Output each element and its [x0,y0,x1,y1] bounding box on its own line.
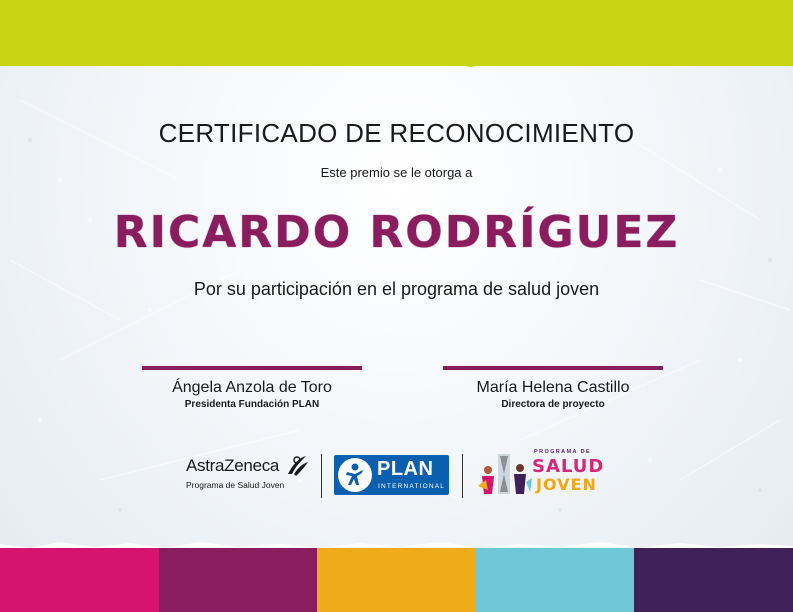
signature-block-right [443,366,663,410]
signer-name: María Helena Castillo [476,379,630,396]
logo-divider [462,454,463,498]
salud-joven-joven: JOVEN [536,475,597,494]
salud-joven-program: PROGRAMA DE [534,449,592,455]
color-segment-cyan [476,548,635,612]
signature-block-left [142,366,362,410]
recipient-name: RICARDO RODRÍGUEZ [113,207,680,258]
logo-divider [321,454,322,498]
astrazeneca-program: Programa de Salud Joven [186,480,285,490]
youth-illustration-icon [476,450,532,498]
astrazeneca-brand: AstraZeneca [186,456,280,475]
astrazeneca-swirl-icon [284,452,310,478]
sponsor-logos [0,448,793,504]
salud-joven-salud: SALUD [532,456,605,477]
plan-international-logo [334,455,449,495]
signer-name: Ángela Anzola de Toro [172,379,332,396]
plan-figure-icon [338,458,372,492]
color-segment-magenta [0,548,159,612]
certificate-title: CERTIFICADO DE RECONOCIMIENTO [158,118,635,148]
certificate-subtitle: Este premio se le otorga a [320,165,473,180]
plan-word: PLAN [377,458,434,480]
plan-sub: INTERNATIONAL [378,483,446,490]
top-torn-edge [0,52,793,82]
color-segment-plum [159,548,318,612]
salud-joven-logo [474,448,604,504]
signer-role: Presidenta Fundación PLAN [184,399,320,410]
signature-line [443,366,663,370]
color-segment-purple [634,548,793,612]
signature-line [142,366,362,370]
color-segment-yellow [317,548,476,612]
award-reason: Por su participación en el programa de salud joven [193,279,600,299]
bottom-color-bar [0,548,793,612]
signer-role: Directora de proyecto [501,399,605,410]
